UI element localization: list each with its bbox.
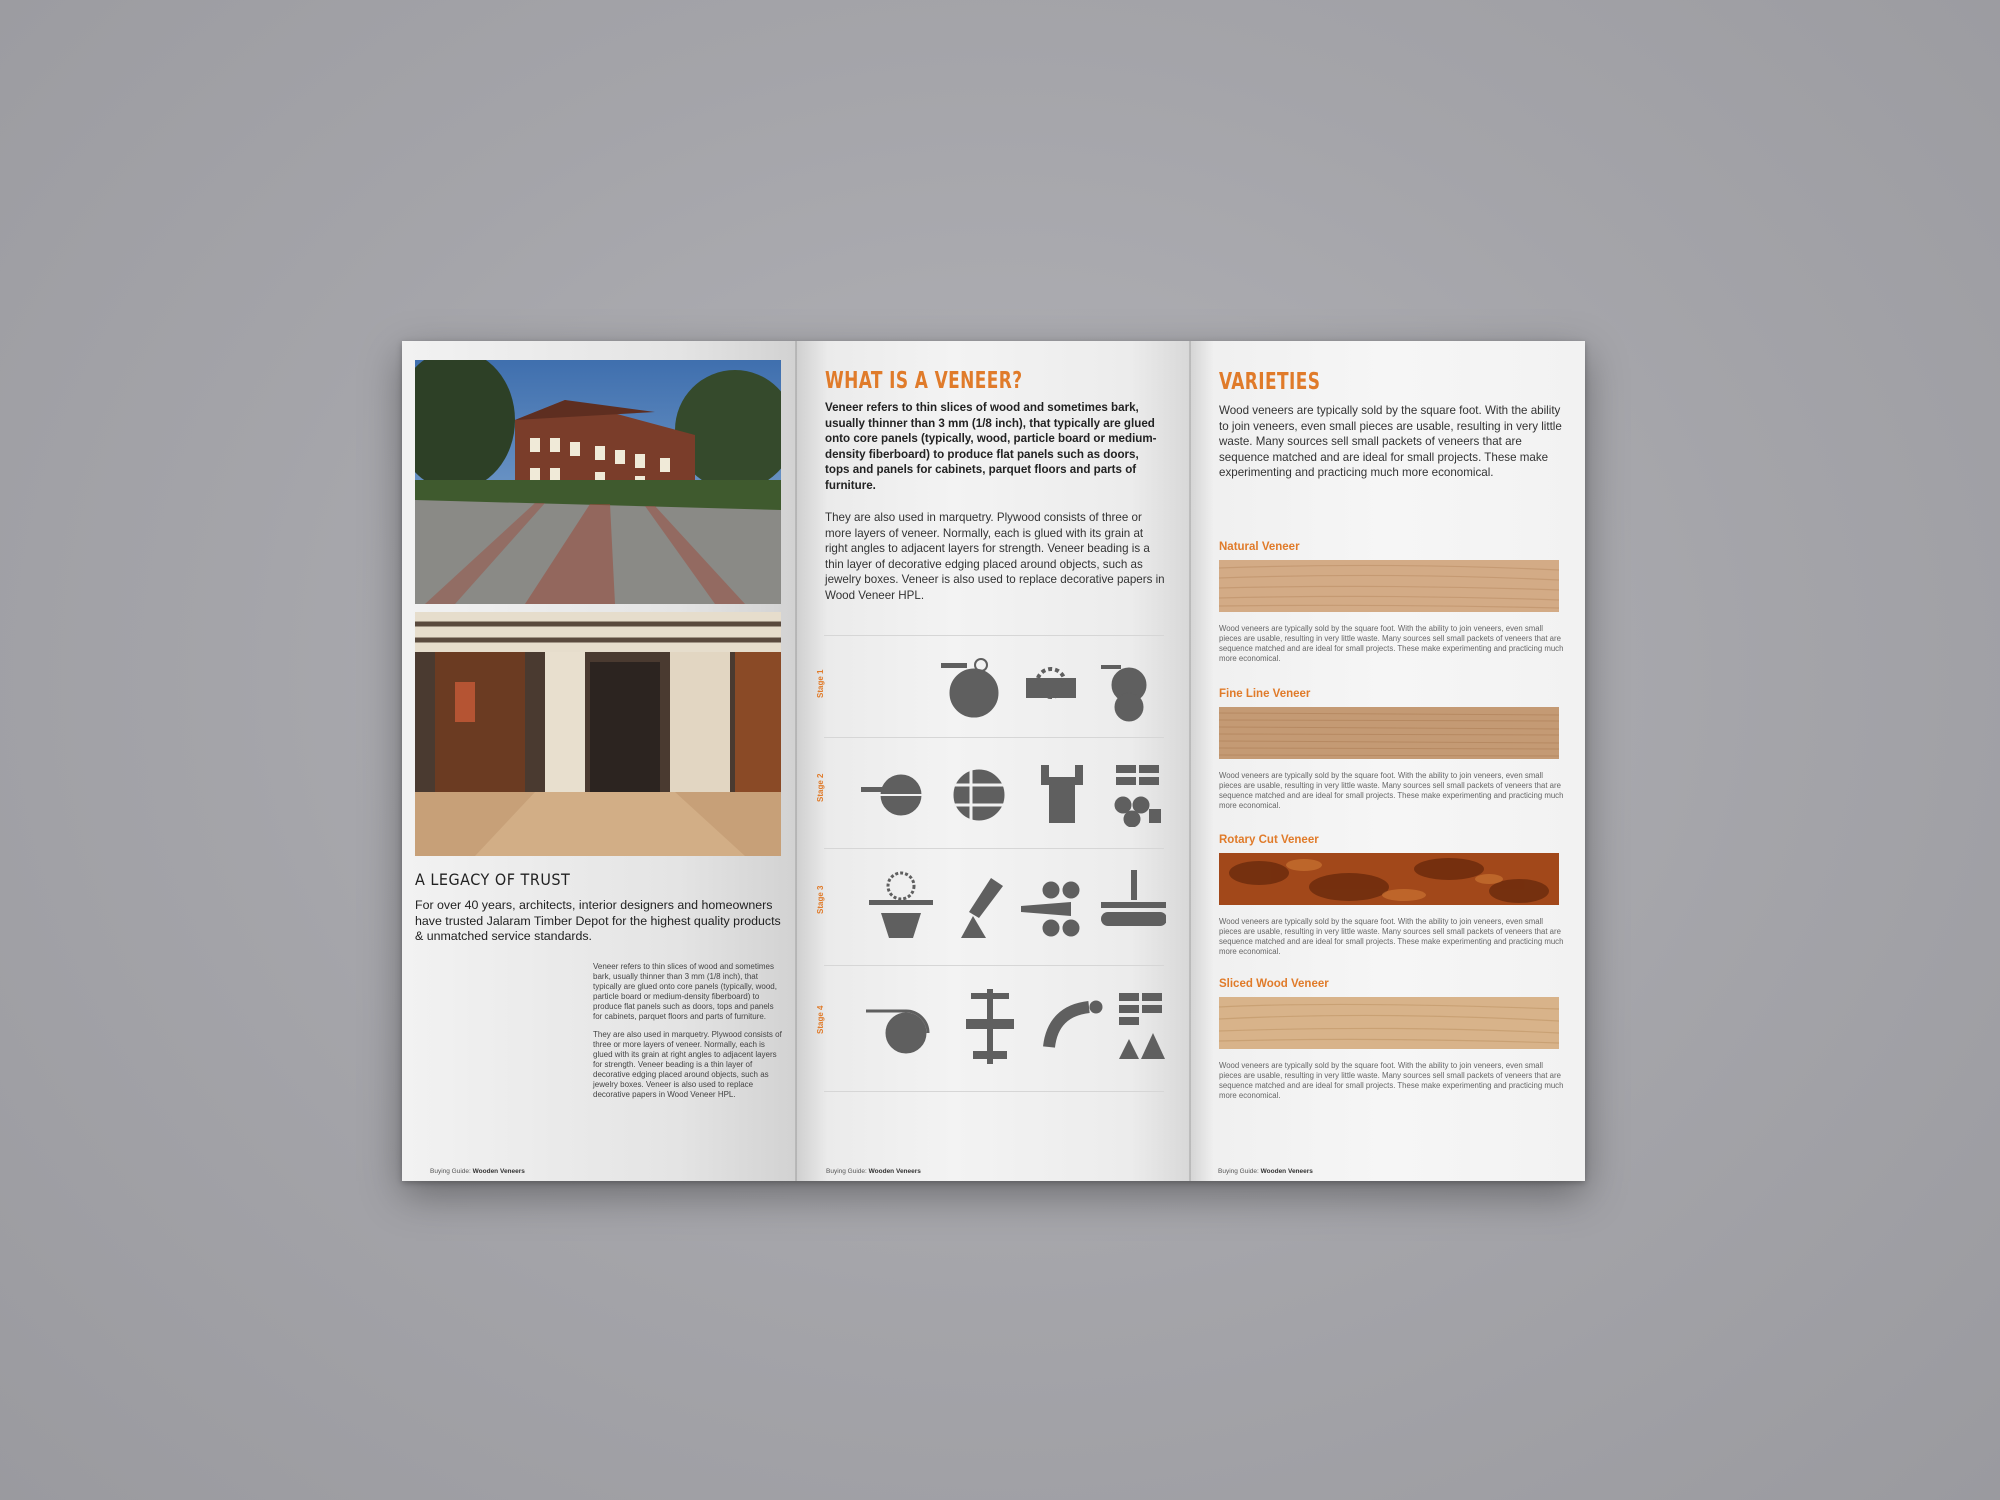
stage-2-label: Stage 2 — [816, 773, 825, 802]
variety-desc-rotary: Wood veneers are typically sold by the square foot. With the ability to join veneers, even small pieces are usable, resulting in very little waste. Many sources sell small packets of veneers that are sequence matched and are ideal for small projects. These make experimenting and practicing much more economical. — [1219, 917, 1564, 956]
footer-bold: Wooden Veneers — [472, 1168, 525, 1175]
debarking-icon — [1101, 665, 1146, 721]
veneer-lead-text: Veneer refers to thin slices of wood and sometimes bark, usually thinner than 3 mm (1/8 inch), that typically are glued onto core panels (typically, wood, particle board or medium-density fiberboard) to produce flat panels such as doors, tops and panels for cabinets, parquet floors and parts of furniture. — [825, 401, 1157, 492]
stage-divider — [824, 965, 1164, 966]
footer-bold: Wooden Veneers — [868, 1168, 921, 1175]
variety-desc-sliced: Wood veneers are typically sold by the square foot. With the ability to join veneers, even small pieces are usable, resulting in very little waste. Many sources sell small packets of veneers that are sequence matched and are ideal for small projects. These make experimenting and practicing much more economical. — [1219, 1061, 1564, 1100]
roller-icon — [1021, 882, 1079, 936]
bending-icon — [1049, 1001, 1102, 1047]
brochure-mockup — [402, 341, 1585, 1181]
showroom-interior-photo — [415, 612, 781, 856]
panel-right — [1190, 341, 1585, 1181]
footer-middle — [826, 1168, 921, 1175]
legacy-title: A LEGACY OF TRUST — [415, 870, 571, 889]
hot-press-icon — [1101, 870, 1166, 926]
stage-4-icons — [861, 989, 1166, 1064]
stacked-logs-icon — [1115, 765, 1161, 827]
veneer-body-text: They are also used in marquetry. Plywood consists of three or more layers of veneer. Normally, each is glued with its grain at right angles to adjacent layers for strength. Veneer beading is a thin layer of decorative edging placed around objects, such as jewelry boxes. Veneer is also used to replace decorative papers in Wood Veneer HPL. — [825, 511, 1165, 602]
glue-bottle-icon — [961, 878, 1003, 938]
stage-divider — [824, 848, 1164, 849]
stage-4-label: Stage 4 — [816, 1005, 825, 1034]
footer-prefix: Buying Guide: — [1218, 1168, 1261, 1175]
footer-prefix: Buying Guide: — [826, 1168, 869, 1175]
saw-blade-icon — [1026, 669, 1076, 698]
stage-divider — [824, 635, 1164, 636]
fold-line — [1189, 341, 1191, 1181]
footer-left — [430, 1168, 525, 1175]
stage-divider — [824, 737, 1164, 738]
footer-right — [1218, 1168, 1313, 1175]
veneer-roll-icon — [866, 1011, 928, 1053]
varieties-title: VARIETIES — [1219, 369, 1321, 395]
log-cross-section-icon — [954, 770, 1004, 820]
variety-name-fine-line: Fine Line Veneer — [1219, 688, 1311, 700]
variety-name-rotary: Rotary Cut Veneer — [1219, 834, 1319, 846]
legacy-text: For over 40 years, architects, interior designers and homeowners have trusted Jalaram Timber Depot for the highest quality products & unmatched service standards. — [415, 898, 781, 943]
building-exterior-photo — [415, 360, 781, 604]
stage-3-icons — [861, 868, 1166, 943]
footer-prefix: Buying Guide: — [430, 1168, 473, 1175]
natural-veneer-swatch — [1219, 560, 1559, 612]
circular-saw-icon — [869, 873, 933, 938]
log-peeling-icon — [861, 775, 923, 815]
variety-name-sliced: Sliced Wood Veneer — [1219, 978, 1329, 990]
stage-2-icons — [861, 757, 1166, 827]
footer-bold: Wooden Veneers — [1260, 1168, 1313, 1175]
variety-name-natural: Natural Veneer — [1219, 541, 1300, 553]
small-text-column — [593, 962, 783, 1108]
press-icon — [1041, 765, 1083, 823]
stage-divider — [824, 1091, 1164, 1092]
clamp-icon — [966, 989, 1014, 1064]
sliced-wood-veneer-swatch — [1219, 997, 1559, 1049]
varieties-intro: Wood veneers are typically sold by the square foot. With the ability to join veneers, even small pieces are usable, resulting in very little waste. Many sources sell small packets of veneers that are sequence matched and are ideal for small projects. These make experimenting and practicing much more economical. — [1219, 404, 1562, 480]
log-cutting-icon — [941, 659, 998, 717]
small-paragraph-2: They are also used in marquetry. Plywood consists of three or more layers of veneer. Normally, each is glued with its grain at right angles to adjacent layers for strength. Veneer beading is a thin layer of decorative edging placed around objects, such as jewelry boxes. Veneer is also used to replace decorative papers in Wood Veneer HPL. — [593, 1030, 782, 1099]
panel-left — [402, 341, 796, 1181]
stage-1-label: Stage 1 — [816, 669, 825, 698]
panel-middle — [796, 341, 1190, 1181]
variety-desc-fine-line: Wood veneers are typically sold by the square foot. With the ability to join veneers, even small pieces are usable, resulting in very little waste. Many sources sell small packets of veneers that are sequence matched and are ideal for small projects. These make experimenting and practicing much more economical. — [1219, 771, 1564, 810]
rotary-cut-veneer-swatch — [1219, 853, 1559, 905]
small-paragraph-1: Veneer refers to thin slices of wood and sometimes bark, usually thinner than 3 mm (1/8 inch), that typically are glued onto core panels (typically, wood, particle board or medium-density fiberboard) to produce flat panels such as doors, tops and panels for cabinets, parquet floors and parts of furniture. — [593, 962, 777, 1021]
stage-3-label: Stage 3 — [816, 885, 825, 914]
fold-line — [795, 341, 797, 1181]
veneer-title: WHAT IS A VENEER? — [825, 368, 1023, 394]
sheet-stack-icon — [1119, 993, 1165, 1059]
fine-line-veneer-swatch — [1219, 707, 1559, 759]
stage-1-icons — [941, 653, 1166, 723]
variety-desc-natural: Wood veneers are typically sold by the square foot. With the ability to join veneers, even small pieces are usable, resulting in very little waste. Many sources sell small packets of veneers that are sequence matched and are ideal for small projects. These make experimenting and practicing much more economical. — [1219, 624, 1564, 663]
